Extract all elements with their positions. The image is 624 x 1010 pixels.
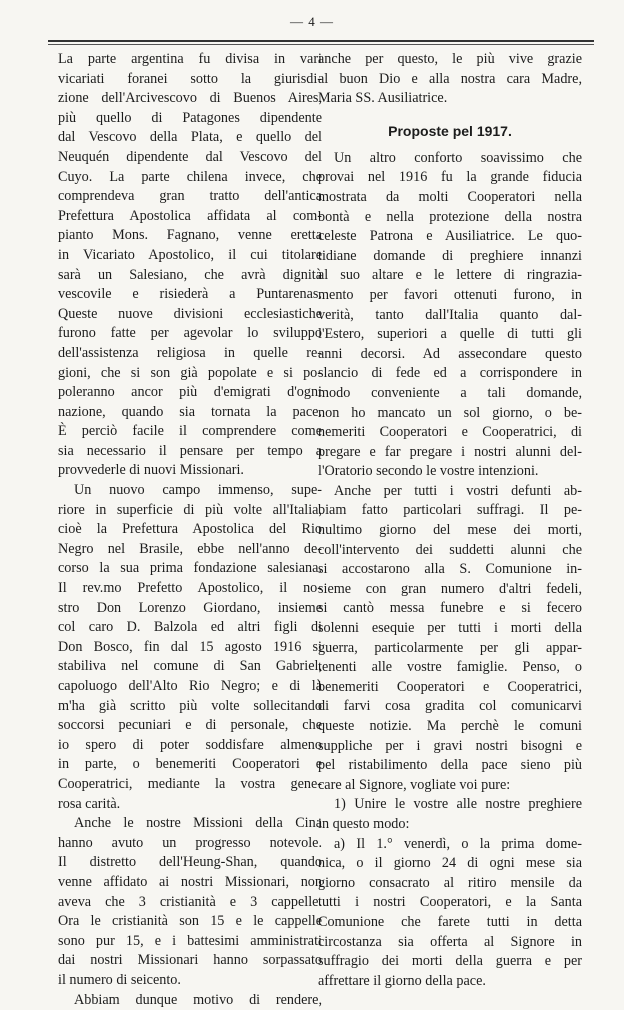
text-line: sono pur 15, e i battesimi amministrati [58, 932, 322, 952]
text-line: più quello di Patagones dipendente [58, 109, 322, 129]
text-line: Anche per tutti i vostri defunti ab- [318, 482, 582, 502]
text-line: rosa carità. [58, 795, 322, 815]
text-line: in Vicariato Apostolico, il cui titolare [58, 246, 322, 266]
text-line: nazione, quando sia tornata la pace. [58, 403, 322, 423]
text-line: mostrata da molti Cooperatori nella [318, 188, 582, 208]
text-line: nemeriti Cooperatori e Cooperatrici, di [318, 423, 582, 443]
text-line: stabiliva nel comune di San Gabriel, [58, 657, 322, 677]
text-line: Un nuovo campo immenso, supe- [58, 481, 322, 501]
text-line: pel ristabilimento della pace sieno più [318, 756, 582, 776]
text-line: in questo modo: [318, 815, 582, 835]
text-line: solenni esequie per tutti i morti della [318, 619, 582, 639]
text-line: non ho mancato un sol giorno, o be- [318, 404, 582, 424]
text-line: modo conveniente a tali domande, [318, 384, 582, 404]
text-line: mento per favori ottenuti furono, in [318, 286, 582, 306]
text-line: vescovile e risiederà a Puntarenas. [58, 285, 322, 305]
text-line: corso la sua prima fondazione salesiana. [58, 559, 322, 579]
text-line: guerra, particolarmente per gli appar- [318, 639, 582, 659]
text-line: zione dell'Arcivescovo di Buenos Aires, [58, 89, 322, 109]
text-line: circostanza sia offerta al Signore in [318, 933, 582, 953]
text-line: pianto Mons. Fagnano, venne eretta [58, 226, 322, 246]
text-line: anche per questo, le più vive grazie [318, 50, 582, 70]
text-line: si cantò messa funebre e si fecero [318, 599, 582, 619]
text-line: m'ha già scritto più volte sollecitando [58, 697, 322, 717]
text-line: bontà e nella protezione della nostra [318, 208, 582, 228]
text-line: Neuquén dipendente dal Vescovo del [58, 148, 322, 168]
text-line: benemeriti Cooperatori e Cooperatrici, [318, 678, 582, 698]
text-line: al suo altare e le lettere di ringrazia- [318, 266, 582, 286]
text-line: Prefettura Apostolica affidata al com- [58, 207, 322, 227]
text-line: Abbiam dunque motivo di rendere, [58, 991, 322, 1010]
text-line: Ora le cristianità son 15 e le cappelle [58, 912, 322, 932]
text-line: furono fatte per agevolar lo sviluppo [58, 324, 322, 344]
text-line: col caro D. Balzola ed altri figli di [58, 618, 322, 638]
text-line: dell'assistenza religiosa in quelle re- [58, 344, 322, 364]
right-column-intro [318, 50, 582, 109]
text-line: Il rev.mo Prefetto Apostolico, il no- [58, 579, 322, 599]
right-column [318, 50, 582, 991]
text-line: suffragio dei morti della guerra e per [318, 952, 582, 972]
text-line: Don Bosco, fin dal 15 agosto 1916 si [58, 638, 322, 658]
header-rule [48, 40, 594, 45]
text-line: nultimo giorno del mese dei morti, [318, 521, 582, 541]
text-line: Negro nel Brasile, ebbe nell'anno de- [58, 540, 322, 560]
text-line: affrettare il giorno della pace. [318, 972, 582, 992]
text-line: Comunione che farete tutti in detta [318, 913, 582, 933]
text-line: stro Don Lorenzo Giordano, insieme [58, 599, 322, 619]
text-line: capoluogo dell'Alto Rio Negro; e di là [58, 677, 322, 697]
text-line: comprendeva gran tratto dell'antica [58, 187, 322, 207]
text-line: Cuyo. La parte chilena invece, che [58, 168, 322, 188]
text-line: La parte argentina fu divisa in vari [58, 50, 322, 70]
text-line: aveva che 3 cristianità e 3 cappelle. [58, 893, 322, 913]
text-line: provai nel 1916 fu la grande fiducia [318, 168, 582, 188]
text-line: riore in superficie di più volte all'Italia, [58, 501, 322, 521]
text-line: Queste nuove divisioni ecclesiastiche [58, 305, 322, 325]
text-line: Cooperatrici, mediante la vostra gene- [58, 775, 322, 795]
text-line: sia necessario il pensare per tempo a [58, 442, 322, 462]
text-line: verità, tanto dall'Italia quanto dal- [318, 306, 582, 326]
text-line: di farvi cosa gradita col comunicarvi [318, 697, 582, 717]
text-line: io spero di poter soddisfare almeno [58, 736, 322, 756]
text-line: giorno consacrato al ritiro mensile da [318, 874, 582, 894]
text-line: care al Signore, vogliate voi pure: [318, 776, 582, 796]
text-line: biam fatto particolari suffragi. Il pe- [318, 501, 582, 521]
text-line: anni decorsi. Ad assecondare questo [318, 345, 582, 365]
text-line: queste notizie. Ma perchè le comuni [318, 717, 582, 737]
text-line: in parte, o benemeriti Cooperatori e [58, 755, 322, 775]
text-line: Un altro conforto soavissimo che [318, 149, 582, 169]
section-heading: Proposte pel 1917. [318, 113, 582, 149]
text-line: vicariati foranei sotto la giurisdi- [58, 70, 322, 90]
text-line: È perciò facile il comprendere come [58, 422, 322, 442]
text-line: dal Vescovo della Plata, e quello del [58, 128, 322, 148]
left-column [58, 50, 322, 1010]
right-column-body [318, 149, 582, 992]
text-line: 1) Unire le vostre alle nostre preghiere [318, 795, 582, 815]
text-line: l'Estero, superiori a quelle di tutti gli [318, 325, 582, 345]
text-line: sieme con gran numero d'altri fedeli, [318, 580, 582, 600]
text-line: tutti i nostri Cooperatori, e la Santa [318, 893, 582, 913]
text-line: pregare e far pregare i nostri alunni del- [318, 443, 582, 463]
text-line: Il distretto dell'Heung-Shan, quando [58, 853, 322, 873]
text-line: soccorsi pecuniari e di personale, che [58, 716, 322, 736]
text-line: gioni, che si son già popolate e si po- [58, 364, 322, 384]
text-line: il numero di seicento. [58, 971, 322, 991]
text-line: sarà un Salesiano, che avrà dignità [58, 266, 322, 286]
text-line: si accostarono alla S. Comunione in- [318, 560, 582, 580]
text-line: tenenti alle vostre famiglie. Penso, o [318, 658, 582, 678]
text-line: al buon Dio e alla nostra cara Madre, [318, 70, 582, 90]
text-line: suppliche per i gravi nostri bisogni e [318, 737, 582, 757]
text-line: provvederle di nuovi Missionari. [58, 461, 322, 481]
text-line: poleranno ancor più d'emigrati d'ogni [58, 383, 322, 403]
text-line: cioè la Prefettura Apostolica del Rio [58, 520, 322, 540]
text-line: Maria SS. Ausiliatrice. [318, 89, 582, 109]
text-line: tidiane domande di preghiere innanzi [318, 247, 582, 267]
text-line: celeste Patrona e Ausiliatrice. Le quo- [318, 227, 582, 247]
text-line: hanno avuto un progresso notevole. [58, 834, 322, 854]
text-line: slancio di fede ed a corrispondere in [318, 364, 582, 384]
page-number: — 4 — [0, 14, 624, 30]
text-line: Anche le nostre Missioni della Cina [58, 814, 322, 834]
text-line: l'Oratorio secondo le vostre intenzioni. [318, 462, 582, 482]
text-line: coll'intervento dei suddetti alunni che [318, 541, 582, 561]
text-line: dai nostri Missionari hanno sorpassato [58, 951, 322, 971]
text-line: venne affidato ai nostri Missionari, non [58, 873, 322, 893]
text-line: a) Il 1.° venerdì, o la prima dome- [318, 835, 582, 855]
text-line: nica, o il giorno 24 di ogni mese sia [318, 854, 582, 874]
